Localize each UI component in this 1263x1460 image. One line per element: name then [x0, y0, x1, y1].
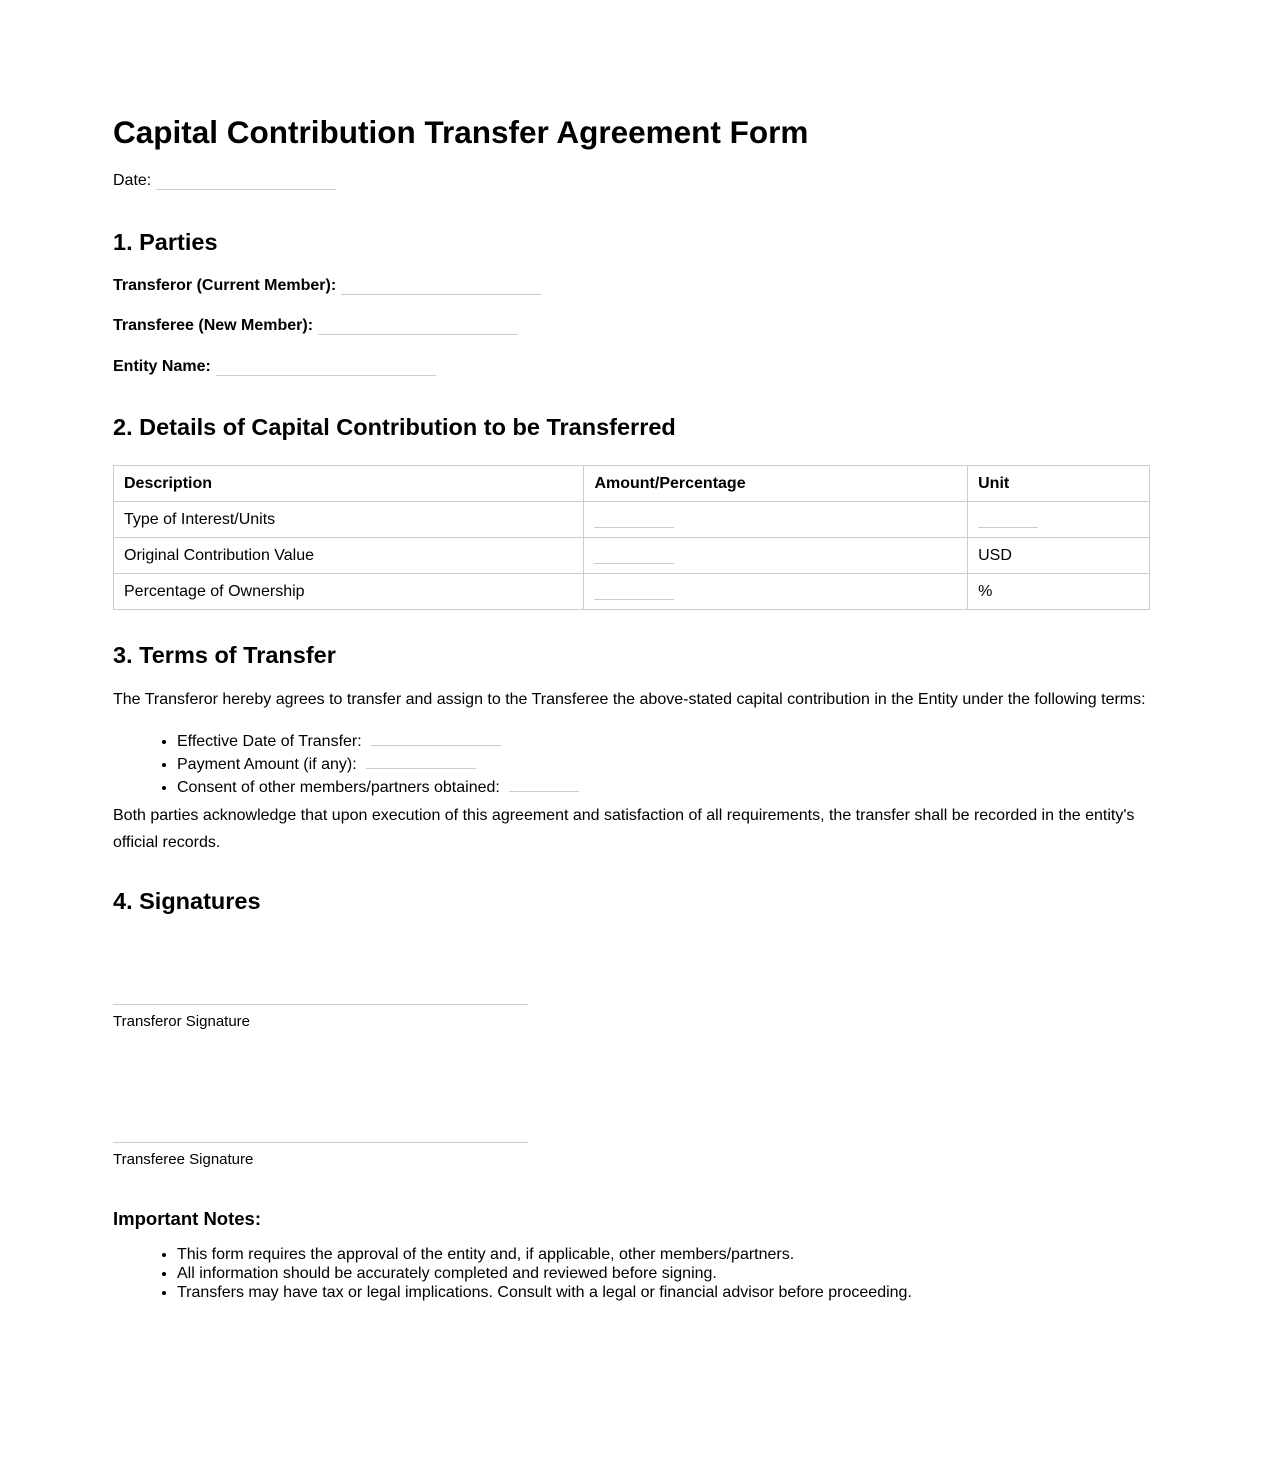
list-item — [177, 728, 579, 751]
terms-heading: 3. Terms of Transfer — [113, 642, 336, 668]
amount-field[interactable] — [594, 548, 674, 564]
contribution-table — [113, 465, 1150, 610]
transferee-signature-label: Transferee Signature — [113, 1151, 254, 1168]
row-unit-cell — [968, 502, 1150, 538]
row-amount-cell — [584, 502, 968, 538]
row-description: Percentage of Ownership — [114, 574, 584, 610]
row-amount-cell — [584, 538, 968, 574]
unit-field[interactable] — [978, 512, 1038, 528]
notes-heading: Important Notes: — [113, 1208, 261, 1229]
transferor-signature-label: Transferor Signature — [113, 1013, 251, 1030]
table-row — [114, 502, 1150, 538]
list-item: • This form requires the approval of the entity and, if applicable, other members/partners. — [177, 1245, 912, 1264]
list-item — [177, 774, 579, 797]
transferor-row — [113, 277, 541, 295]
effective-date-field[interactable] — [371, 728, 501, 746]
table-row — [114, 538, 1150, 574]
entity-row — [113, 358, 436, 376]
entity-field[interactable] — [216, 358, 436, 376]
list-item: • Transfers may have tax or legal implications. Consult with a legal or financial advisor before proceeding. — [177, 1283, 912, 1302]
page-title: Capital Contribution Transfer Agreement Form — [113, 114, 809, 150]
transferee-label: Transferee (New Member): — [113, 317, 314, 334]
row-amount-cell — [584, 574, 968, 610]
row-description: Original Contribution Value — [114, 538, 584, 574]
terms-intro: The Transferor hereby agrees to transfer and assign to the Transferee the above-stated capital contribution in the Entity under the following terms: — [113, 691, 1146, 708]
list-item: • All information should be accurately completed and reviewed before signing. — [177, 1264, 912, 1283]
column-header-amount: Amount/Percentage — [584, 466, 968, 502]
transferee-field[interactable] — [318, 317, 518, 335]
terms-closing: Both parties acknowledge that upon execution of this agreement and satisfaction of all requirements, the transfer shall be recorded in the entity's official records. — [113, 807, 1135, 851]
column-header-unit: Unit — [968, 466, 1150, 502]
consent-label: Consent of other members/partners obtained: — [177, 779, 500, 796]
column-header-description: Description — [114, 466, 584, 502]
details-heading: 2. Details of Capital Contribution to be Transferred — [113, 414, 676, 440]
row-description: Type of Interest/Units — [114, 502, 584, 538]
transferor-label: Transferor (Current Member): — [113, 277, 337, 294]
table-header-row — [114, 466, 1150, 502]
date-label: Date: — [113, 172, 152, 189]
date-field[interactable] — [156, 172, 336, 190]
row-unit: USD — [968, 538, 1150, 574]
signatures-heading: 4. Signatures — [113, 888, 261, 914]
table-row — [114, 574, 1150, 610]
amount-field[interactable] — [594, 584, 674, 600]
terms-list — [177, 728, 579, 797]
payment-amount-field[interactable] — [366, 751, 476, 769]
transferor-signature-line[interactable] — [113, 1004, 528, 1005]
transferee-signature-line[interactable] — [113, 1142, 528, 1143]
date-row — [113, 172, 336, 190]
consent-field[interactable] — [509, 774, 579, 792]
effective-date-label: Effective Date of Transfer: — [177, 733, 362, 750]
notes-list — [177, 1245, 912, 1302]
amount-field[interactable] — [594, 512, 674, 528]
transferee-row — [113, 317, 518, 335]
list-item — [177, 751, 579, 774]
row-unit: % — [968, 574, 1150, 610]
payment-amount-label: Payment Amount (if any): — [177, 756, 357, 773]
entity-label: Entity Name: — [113, 358, 211, 375]
parties-heading: 1. Parties — [113, 229, 218, 255]
transferor-field[interactable] — [341, 277, 541, 295]
